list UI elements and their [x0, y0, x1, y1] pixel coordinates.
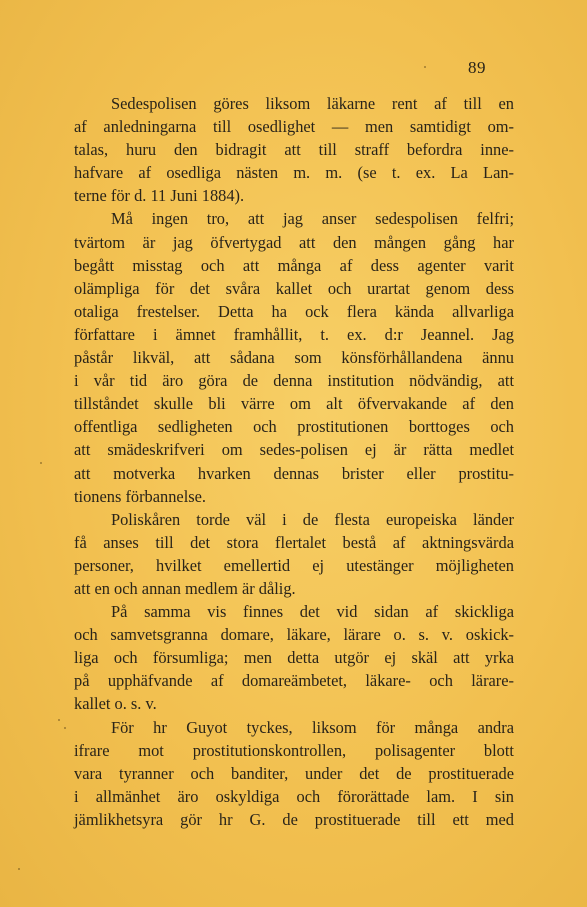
paragraph — [74, 600, 514, 715]
text-line: i allmänhet äro oskyldiga och förorättade lam. I sin — [74, 786, 514, 806]
text-line: vara tyranner och banditer, under det de prostituerade — [74, 763, 514, 783]
text-line: på upphäfvande af domareämbetet, läkare- och lärare- — [74, 671, 514, 691]
page-number: 89 — [468, 58, 486, 77]
text-line: För hr Guyot tyckes, liksom för många andra — [111, 717, 514, 737]
text-line: författare i ämnet framhållit, t. ex. d:r Jeannel. Jag — [74, 324, 514, 344]
text-line: att en och annan medlem är dålig. — [74, 578, 296, 598]
text-line: att motverka hvarken dennas brister eller prostitu- — [74, 463, 514, 483]
text-line: olämpliga för det svåra kallet och urartat genom dess — [74, 278, 514, 298]
text-line: Må ingen tro, att jag anser sedespolisen felfri; — [111, 209, 514, 229]
text-line: påstår likväl, att sådana som könsförhållandena ännu — [74, 348, 514, 368]
text-line: talas, huru den bidragit att till straff befordra inne- — [74, 140, 514, 160]
paper-speck — [64, 727, 66, 729]
text-line: i vår tid äro göra de denna institution nödvändig, att — [74, 371, 514, 391]
text-line: otaliga frestelser. Detta ha ock flera kända allvarliga — [74, 301, 514, 321]
text-line: att smädeskrifveri om sedes-polisen ej är rätta medlet — [74, 440, 514, 460]
text-line: offentliga sedligheten och prostitutionen borttoges och — [74, 417, 514, 437]
text-line: kallet o. s. v. — [74, 694, 157, 714]
paragraph — [74, 207, 514, 507]
text-line: personer, hvilket emellertid ej utestänger möjligheten — [74, 555, 514, 575]
text-line: jämlikhetsyra gör hr G. de prostituerade till ett med — [74, 809, 514, 829]
text-line: begått misstag och att många af dess agenter varit — [74, 255, 514, 275]
text-line: liga och försumliga; men detta utgör ej skäl att yrka — [74, 648, 514, 668]
text-line: Sedespolisen göres liksom läkarne rent af till en — [111, 94, 514, 113]
text-line: få anses till det stora flertalet bestå af aktningsvärda — [74, 532, 514, 552]
text-line: tvärtom är jag öfvertygad att den mången gång har — [74, 232, 514, 252]
body-text — [74, 92, 514, 831]
paper-speck — [18, 868, 20, 870]
text-line: af anledningarna till osedlighet — men samtidigt om- — [74, 117, 514, 137]
text-line: På samma vis finnes det vid sidan af skickliga — [111, 602, 514, 622]
paper-speck — [424, 66, 426, 68]
text-line: tionens förbannelse. — [74, 486, 206, 506]
text-line: terne för d. 11 Juni 1884). — [74, 186, 245, 206]
paragraph — [74, 92, 514, 207]
text-line: och samvetsgranna domare, läkare, lärare o. s. v. oskick- — [74, 625, 514, 645]
paper-speck — [40, 462, 42, 464]
text-line: tillståndet skulle bli värre om alt öfvervakande af den — [74, 394, 514, 414]
text-line: hafvare af osedliga nästen m. m. (se t. ex. La Lan- — [74, 163, 514, 183]
paragraph — [74, 716, 514, 831]
text-line: Poliskåren torde väl i de flesta europeiska länder — [111, 509, 514, 529]
paragraph — [74, 508, 514, 600]
paper-speck — [58, 719, 60, 721]
text-line: ifrare mot prostitutionskontrollen, polisagenter blott — [74, 740, 514, 760]
